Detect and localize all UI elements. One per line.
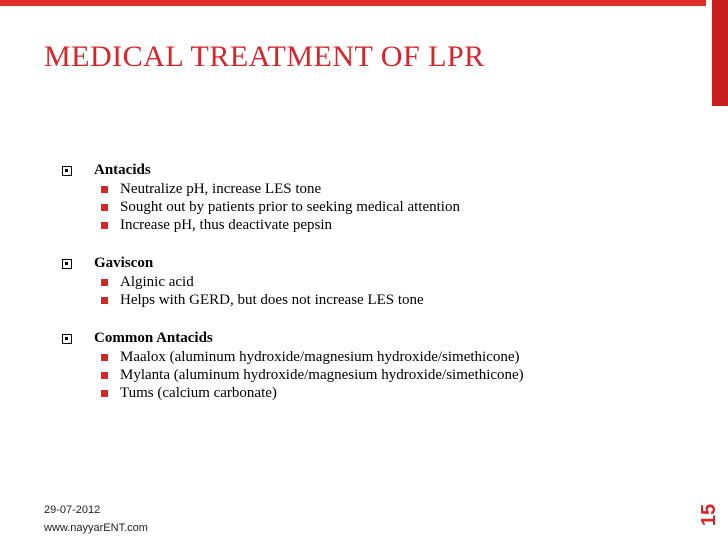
section-label: Antacids [94, 161, 151, 178]
section-head [62, 160, 702, 180]
section-common-antacids [62, 328, 702, 402]
bullet-list [101, 348, 702, 402]
section-gaviscon [62, 253, 702, 309]
section-label: Common Antacids [94, 329, 213, 346]
square-bullet-icon [101, 354, 108, 361]
list-item [101, 366, 702, 384]
list-item [101, 216, 702, 234]
box-bullet-icon [62, 166, 72, 176]
section-head [62, 328, 702, 348]
side-accent-bar [712, 0, 728, 106]
box-bullet-icon [62, 334, 72, 344]
square-bullet-icon [101, 222, 108, 229]
list-item-text: Tums (calcium carbonate) [120, 384, 277, 401]
list-item-text: Helps with GERD, but does not increase LES tone [120, 291, 424, 308]
section-head [62, 253, 702, 273]
slide-content [62, 160, 702, 421]
list-item [101, 273, 702, 291]
list-item [101, 198, 702, 216]
square-bullet-icon [101, 390, 108, 397]
bullet-list [101, 273, 702, 309]
square-bullet-icon [101, 297, 108, 304]
list-item [101, 291, 702, 309]
top-accent-rule [0, 0, 706, 6]
square-bullet-icon [101, 186, 108, 193]
square-bullet-icon [101, 204, 108, 211]
list-item-text: Sought out by patients prior to seeking medical attention [120, 198, 460, 215]
list-item-text: Increase pH, thus deactivate pepsin [120, 216, 332, 233]
square-bullet-icon [101, 372, 108, 379]
list-item-text: Mylanta (aluminum hydroxide/magnesium hydroxide/simethicone) [120, 366, 524, 383]
slide-title: MEDICAL TREATMENT OF LPR [44, 40, 485, 73]
square-bullet-icon [101, 279, 108, 286]
box-bullet-icon [62, 259, 72, 269]
list-item [101, 348, 702, 366]
list-item-text: Neutralize pH, increase LES tone [120, 180, 322, 197]
list-item-text: Maalox (aluminum hydroxide/magnesium hydroxide/simethicone) [120, 348, 520, 365]
section-label: Gaviscon [94, 254, 154, 271]
section-antacids [62, 160, 702, 234]
list-item [101, 384, 702, 402]
bullet-list [101, 180, 702, 234]
page-number: 15 [697, 503, 720, 527]
list-item [101, 180, 702, 198]
footer-site: www.nayyarENT.com [44, 522, 148, 534]
list-item-text: Alginic acid [120, 273, 194, 290]
footer-date: 29-07-2012 [44, 504, 101, 516]
